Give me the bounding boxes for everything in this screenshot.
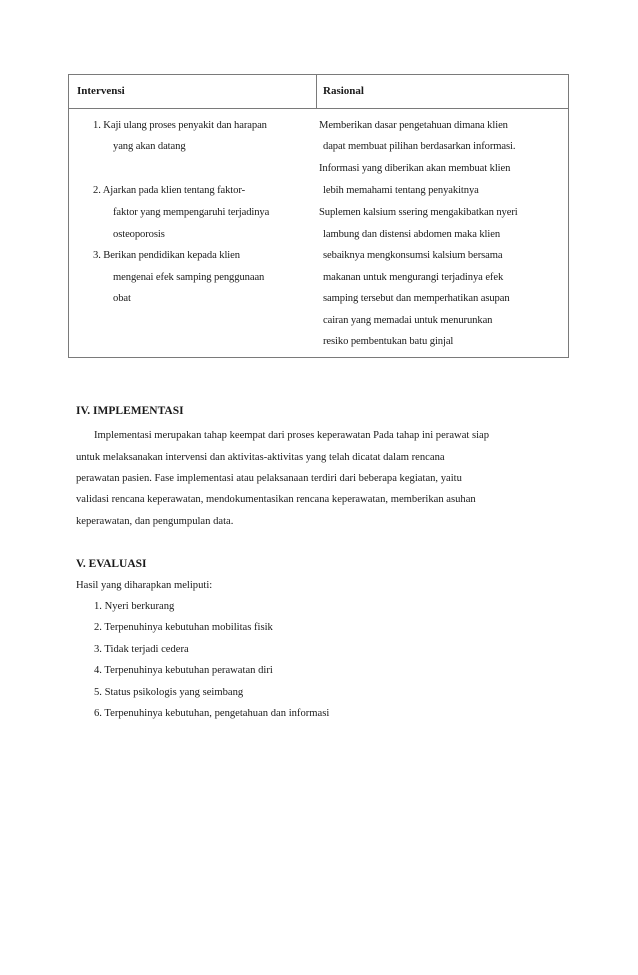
intervensi-line: obat — [113, 293, 131, 304]
rasional-line: sebaiknya mengkonsumsi kalsium bersama — [323, 250, 503, 261]
rasional-line: Suplemen kalsium ssering mengakibatkan nyeri — [319, 207, 518, 218]
evaluasi-heading: V. EVALUASI — [76, 558, 147, 570]
evaluasi-item: 1. Nyeri berkurang — [94, 601, 175, 612]
implementasi-line: Implementasi merupakan tahap keempat dari proses keperawatan Pada tahap ini perawat siap — [94, 430, 490, 441]
table-header-divider — [316, 75, 317, 108]
implementasi-line: untuk melaksanakan intervensi dan aktivitas-aktivitas yang telah dicatat dalam rencana — [76, 452, 445, 463]
rasional-line: samping tersebut dan memperhatikan asupan — [323, 293, 510, 304]
rasional-line: Memberikan dasar pengetahuan dimana klien — [319, 120, 508, 131]
header-rasional: Rasional — [323, 85, 364, 97]
intervensi-line: faktor yang mempengaruhi terjadinya — [113, 207, 270, 218]
implementasi-line: perawatan pasien. Fase implementasi atau pelaksanaan terdiri dari beberapa kegiatan, yaitu — [76, 473, 462, 484]
evaluasi-intro: Hasil yang diharapkan meliputi: — [76, 580, 213, 591]
intervensi-line: 2. Ajarkan pada klien tentang faktor- — [93, 185, 245, 196]
intervensi-line: 1. Kaji ulang proses penyakit dan harapan — [93, 120, 267, 131]
rasional-line: cairan yang memadai untuk menurunkan — [323, 315, 493, 326]
evaluasi-item: 5. Status psikologis yang seimbang — [94, 687, 244, 698]
intervensi-line: osteoporosis — [113, 229, 165, 240]
implementasi-line: keperawatan, dan pengumpulan data. — [76, 516, 234, 527]
rasional-line: resiko pembentukan batu ginjal — [323, 336, 454, 347]
implementasi-line: validasi rencana keperawatan, mendokumentasikan rencana keperawatan, memberikan asuhan — [76, 494, 476, 505]
evaluasi-item: 6. Terpenuhinya kebutuhan, pengetahuan dan informasi — [94, 708, 330, 719]
rasional-line: lambung dan distensi abdomen maka klien — [323, 229, 501, 240]
intervensi-line: mengenai efek samping penggunaan — [113, 272, 265, 283]
intervensi-line: 3. Berikan pendidikan kepada klien — [93, 250, 240, 261]
rasional-line: dapat membuat pilihan berdasarkan informasi. — [323, 141, 516, 152]
rasional-line: makanan untuk mengurangi terjadinya efek — [323, 272, 504, 283]
evaluasi-item: 4. Terpenuhinya kebutuhan perawatan diri — [94, 665, 273, 676]
evaluasi-item: 2. Terpenuhinya kebutuhan mobilitas fisik — [94, 622, 273, 633]
rasional-line: Informasi yang diberikan akan membuat klien — [319, 163, 511, 174]
table-header-row — [69, 75, 568, 109]
intervensi-line: yang akan datang — [113, 141, 186, 152]
header-intervensi: Intervensi — [77, 85, 125, 97]
implementasi-heading: IV. IMPLEMENTASI — [76, 405, 184, 417]
evaluasi-item: 3. Tidak terjadi cedera — [94, 644, 189, 655]
rasional-line: lebih memahami tentang penyakitnya — [323, 185, 479, 196]
